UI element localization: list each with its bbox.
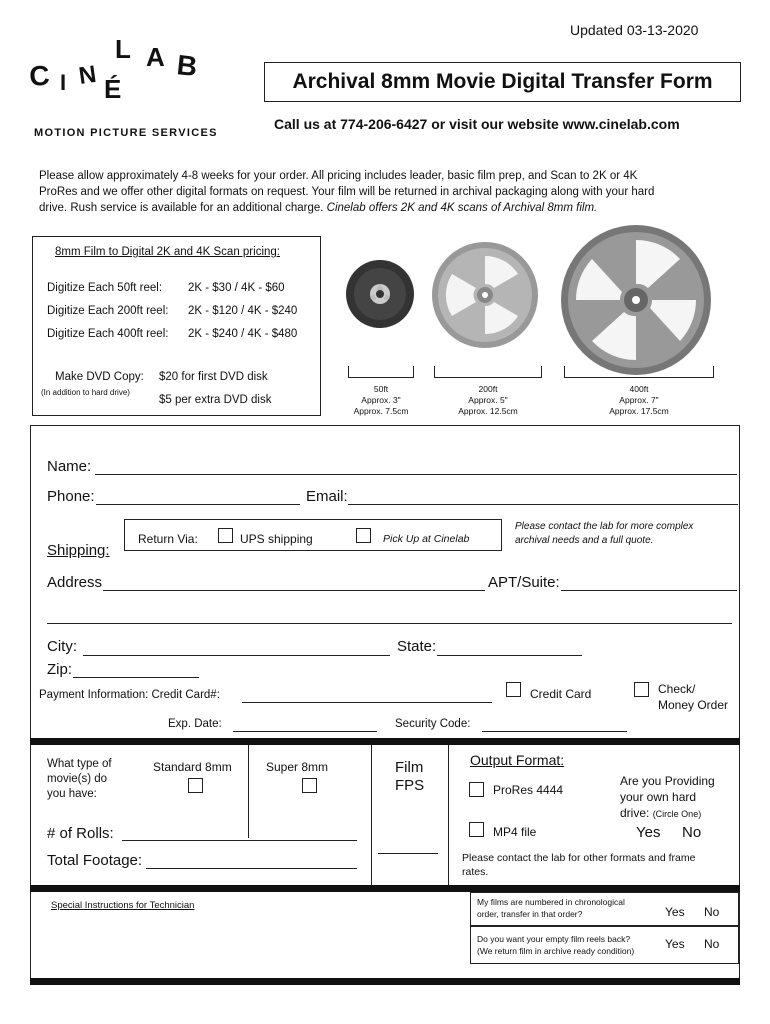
contact-note — [515, 520, 693, 548]
column-divider — [371, 745, 372, 885]
ups-label: UPS shipping — [240, 532, 313, 546]
mp4-label: MP4 file — [493, 825, 537, 839]
check-label-line: Check/ — [658, 682, 696, 696]
credit-card-label: Credit Card — [530, 687, 592, 701]
intro-line-3: drive. Rush service is available for an additional charge. — [39, 202, 327, 214]
hard-drive-yes[interactable]: Yes — [636, 824, 661, 841]
dvd-first-price: $20 for first DVD disk — [159, 371, 268, 383]
address-line-2-field[interactable] — [47, 623, 732, 624]
logo-letter-i: I — [60, 70, 67, 95]
reels-back-question-line: (We return film in archive ready condition) — [477, 946, 635, 956]
city-field[interactable] — [83, 655, 390, 656]
mp4-checkbox[interactable] — [469, 822, 484, 837]
numbered-question-line: My films are numbered in chronological — [477, 897, 625, 907]
pickup-checkbox[interactable] — [356, 528, 371, 543]
phone-field[interactable] — [96, 504, 300, 505]
reel-50ft-caption — [341, 384, 421, 417]
price-row-label: Digitize Each 200ft reel: — [47, 305, 169, 317]
zip-field[interactable] — [73, 677, 199, 678]
movie-type-line: What type of — [47, 758, 112, 770]
reel-cm: Approx. 7.5cm — [353, 406, 409, 416]
reels-back-question-line: Do you want your empty film reels back? — [477, 934, 631, 944]
address-field[interactable] — [103, 590, 485, 591]
price-row-label: Digitize Each 50ft reel: — [47, 282, 163, 294]
logo-letter-c: C — [28, 59, 51, 92]
reel-cm: Approx. 12.5cm — [458, 406, 518, 416]
reel-400ft-caption — [599, 384, 679, 417]
title-box — [264, 62, 741, 102]
logo-letter-a: A — [146, 42, 165, 72]
standard-8mm-checkbox[interactable] — [188, 778, 203, 793]
shipping-label: Shipping: — [47, 542, 110, 559]
payment-label: Payment Information: Credit Card#: — [39, 689, 220, 701]
intro-line-2: ProRes and we offer other digital formats on request. Your film will be returned in archival packaging along with your hard — [39, 186, 655, 198]
reels-back-no[interactable]: No — [704, 937, 720, 951]
column-divider — [248, 745, 249, 838]
state-field[interactable] — [437, 655, 582, 656]
name-field[interactable] — [95, 474, 737, 475]
price-row-label: Digitize Each 400ft reel: — [47, 328, 169, 340]
exp-date-label: Exp. Date: — [168, 718, 222, 730]
check-money-order-checkbox[interactable] — [634, 682, 649, 697]
footage-label: Total Footage: — [47, 852, 143, 869]
reel-50ft-icon — [344, 258, 416, 330]
dvd-extra-price: $5 per extra DVD disk — [159, 394, 272, 406]
email-field[interactable] — [348, 504, 738, 505]
price-row-value: 2K - $240 / 4K - $480 — [188, 328, 298, 340]
intro-line-3-italic: Cinelab offers 2K and 4K scans of Archival 8mm film. — [326, 202, 598, 214]
logo-letter-l: L — [115, 34, 131, 64]
check-label-line: Money Order — [658, 698, 729, 712]
movie-type-label — [47, 757, 112, 802]
updated-date: Updated 03-13-2020 — [570, 22, 699, 38]
output-format-heading: Output Format: — [470, 752, 565, 768]
other-formats-line: rates. — [462, 866, 489, 878]
ups-checkbox[interactable] — [218, 528, 233, 543]
reel-ft: 200ft — [478, 384, 498, 394]
name-label: Name: — [47, 458, 92, 475]
reel-ft: 50ft — [373, 384, 389, 394]
reel-bracket — [564, 366, 714, 378]
security-code-field[interactable] — [482, 731, 627, 732]
standard-8mm-label: Standard 8mm — [153, 760, 232, 774]
other-formats-line: Please contact the lab for other formats and frame — [462, 852, 696, 864]
contact-note-line: Please contact the lab for more complex — [515, 521, 694, 532]
hard-drive-line: drive: — [620, 806, 650, 820]
film-label: Film — [395, 759, 424, 776]
reel-cm: Approx. 17.5cm — [609, 406, 669, 416]
reel-inches: Approx. 5" — [468, 395, 508, 405]
hard-drive-question — [620, 773, 715, 822]
circle-one-note: (Circle One) — [652, 809, 702, 819]
hard-drive-line: your own hard — [620, 790, 697, 804]
section-divider — [30, 738, 740, 745]
reel-bracket — [348, 366, 414, 378]
rolls-field[interactable] — [122, 840, 357, 841]
special-instructions-heading: Special Instructions for Technician — [51, 900, 195, 911]
reel-bracket — [434, 366, 542, 378]
bottom-bar — [30, 978, 740, 985]
other-formats-note — [462, 851, 695, 879]
price-row-value: 2K - $120 / 4K - $240 — [188, 305, 298, 317]
numbered-no[interactable]: No — [704, 905, 720, 919]
city-label: City: — [47, 638, 77, 655]
footage-field[interactable] — [146, 868, 357, 869]
state-label: State: — [397, 638, 437, 655]
logo-letter-e: É — [104, 74, 122, 104]
email-label: Email: — [306, 488, 348, 505]
numbered-yes[interactable]: Yes — [665, 905, 685, 919]
dvd-label: Make DVD Copy: — [55, 371, 144, 383]
credit-card-number-field[interactable] — [242, 702, 492, 703]
cinelab-logo — [28, 28, 218, 108]
rolls-label: # of Rolls: — [47, 825, 114, 842]
intro-line-1: Please allow approximately 4-8 weeks for your order. All pricing includes leader, basic film prep, and Scan to 2K or 4K — [39, 170, 638, 182]
check-money-order-label — [658, 681, 728, 713]
hard-drive-no[interactable]: No — [682, 824, 702, 841]
contact-note-line: archival needs and a full quote. — [515, 535, 654, 546]
movie-type-line: movie(s) do — [47, 773, 108, 785]
form-title: Archival 8mm Movie Digital Transfer Form — [292, 70, 713, 93]
reel-ft: 400ft — [629, 384, 649, 394]
reel-200ft-icon — [430, 240, 540, 350]
movie-type-line: you have: — [47, 788, 97, 800]
reels-back-yes[interactable]: Yes — [665, 937, 685, 951]
numbered-question-line: order, transfer in that order? — [477, 909, 583, 919]
fps-field[interactable] — [378, 853, 438, 854]
security-code-label: Security Code: — [395, 718, 471, 730]
intro-paragraph — [39, 168, 654, 216]
phone-label: Phone: — [47, 488, 95, 505]
pricing-box — [32, 236, 321, 416]
logo-tagline: MOTION PICTURE SERVICES — [34, 127, 218, 139]
hard-drive-line: Are you Providing — [620, 774, 715, 788]
price-row-value: 2K - $30 / 4K - $60 — [188, 282, 285, 294]
reels-back-question — [477, 933, 634, 957]
reel-inches: Approx. 7" — [619, 395, 659, 405]
pricing-heading: 8mm Film to Digital 2K and 4K Scan pricing: — [55, 246, 280, 258]
return-via-label: Return Via: — [138, 532, 198, 546]
pickup-label: Pick Up at Cinelab — [383, 533, 470, 545]
reel-200ft-caption — [448, 384, 528, 417]
prores-label: ProRes 4444 — [493, 783, 564, 797]
apt-label: APT/Suite: — [488, 574, 560, 591]
film-fps-label — [395, 759, 424, 795]
logo-letter-n: N — [77, 60, 99, 90]
special-instructions-field[interactable] — [52, 914, 457, 976]
exp-date-field[interactable] — [233, 731, 377, 732]
section-divider — [30, 885, 740, 892]
pricing-rows — [47, 277, 297, 346]
reel-400ft-icon — [560, 224, 712, 376]
dvd-note: (In addition to hard drive) — [41, 388, 130, 397]
contact-line: Call us at 774-206-6427 or visit our website www.cinelab.com — [274, 116, 680, 132]
super-8mm-checkbox[interactable] — [302, 778, 317, 793]
numbered-question — [477, 896, 625, 920]
column-divider — [448, 745, 449, 885]
address-label: Address — [47, 574, 103, 591]
super-8mm-label: Super 8mm — [266, 760, 329, 774]
zip-label: Zip: — [47, 661, 73, 678]
credit-card-checkbox[interactable] — [506, 682, 521, 697]
apt-field[interactable] — [561, 590, 737, 591]
prores-checkbox[interactable] — [469, 782, 484, 797]
fps-label: FPS — [395, 777, 425, 794]
reel-inches: Approx. 3" — [361, 395, 401, 405]
logo-letter-b: B — [175, 49, 199, 83]
